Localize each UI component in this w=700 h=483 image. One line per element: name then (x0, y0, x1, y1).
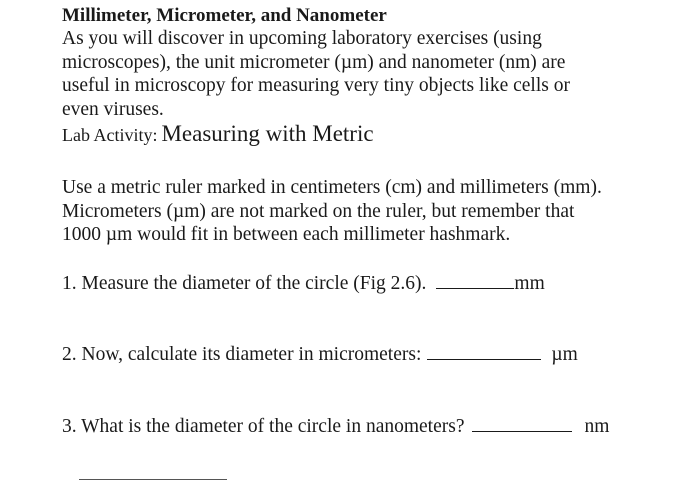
section-title: Millimeter, Micrometer, and Nanometer (62, 5, 387, 26)
question-1-unit: mm (514, 273, 545, 294)
intro-paragraph (62, 27, 662, 121)
instructions-paragraph (62, 176, 662, 247)
question-2 (62, 343, 578, 367)
lab-activity-heading (62, 121, 374, 147)
question-3-unit: nm (584, 416, 610, 437)
intro-line: useful in microscopy for measuring very tiny objects like cells or (62, 75, 570, 97)
intro-line: As you will discover in upcoming laboratory exercises (using (62, 28, 542, 49)
lab-activity-title: Measuring with Metric (161, 121, 374, 146)
intro-line: microscopes), the unit micrometer (µm) and nanometer (nm) are (62, 51, 566, 73)
question-1-text: 1. Measure the diameter of the circle (Fig 2.6). (62, 273, 427, 294)
question-2-answer-blank[interactable] (427, 343, 541, 360)
question-1 (62, 272, 545, 296)
question-3 (62, 415, 609, 439)
instructions-line: 1000 µm would fit in between each millimeter hashmark. (62, 224, 511, 246)
instructions-line: Micrometers (µm) are not marked on the ruler, but remember that (62, 200, 575, 222)
instructions-line: Use a metric ruler marked in centimeters (cm) and millimeters (mm). (62, 177, 602, 198)
intro-line: even viruses. (62, 98, 164, 120)
bottom-divider (79, 479, 227, 480)
question-2-unit: µm (551, 344, 578, 365)
question-2-text: 2. Now, calculate its diameter in micrometers: (62, 344, 422, 365)
question-3-answer-blank[interactable] (472, 415, 572, 432)
question-3-text: 3. What is the diameter of the circle in nanometers? (62, 416, 465, 437)
question-1-answer-blank[interactable] (436, 272, 514, 289)
lab-activity-prefix: Lab Activity: (62, 125, 158, 145)
